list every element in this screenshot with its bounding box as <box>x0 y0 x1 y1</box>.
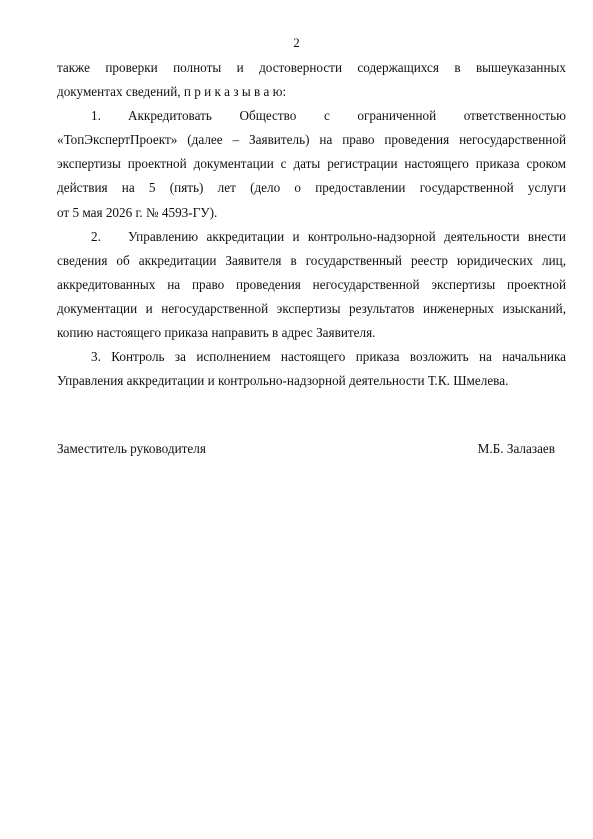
item-3-line-1: Управления аккредитации и контрольно-надзорной деятельности Т.К. Шмелева. <box>57 373 509 389</box>
item-1-line-3: действия на 5 (пять) лет (дело о предоставлении государственной услуги <box>57 180 566 196</box>
item-2-line-0: Управлению аккредитации и контрольно-надзорной деятельности внести <box>128 228 566 244</box>
intro-line-2: документах сведений, п р и к а з ы в а ю: <box>57 84 287 100</box>
signatory-position: Заместитель руководителя <box>57 441 206 456</box>
item-2-number: 2. <box>91 228 101 244</box>
item-2-line-3: документации и негосударственной экспертизы результатов инженерных изысканий, <box>57 300 566 316</box>
signature-block <box>57 441 555 457</box>
item-1-line-2: экспертизы проектной документации с даты регистрации настоящего приказа сроком <box>57 156 566 172</box>
page-number: 2 <box>293 35 300 50</box>
order-body <box>57 56 566 393</box>
item-2-line-4: копию настоящего приказа направить в адрес Заявителя. <box>57 325 376 341</box>
item-1-line-4: от 5 мая 2026 г. № 4593-ГУ). <box>57 204 218 220</box>
signatory-name: М.Б. Залазаев <box>477 441 555 456</box>
item-1-line-1: «ТопЭкспертПроект» (далее – Заявитель) на право проведения негосударственной <box>57 132 566 148</box>
item-2-line-2: аккредитованных на право проведения негосударственной экспертизы проектной <box>57 276 566 292</box>
item-1-first-line <box>57 104 566 128</box>
item-1-line-0: Аккредитовать Общество с ограниченной ответственностью <box>128 108 566 124</box>
item-2-line-1: сведения об аккредитации Заявителя в государственный реестр юридических лиц, <box>57 252 566 268</box>
intro-line-1: также проверки полноты и достоверности содержащихся в вышеуказанных <box>57 60 566 75</box>
item-2-first-line <box>57 225 566 249</box>
item-3-line-0: 3. Контроль за исполнением настоящего приказа возложить на начальника <box>91 349 566 365</box>
item-1-number: 1. <box>91 108 101 124</box>
